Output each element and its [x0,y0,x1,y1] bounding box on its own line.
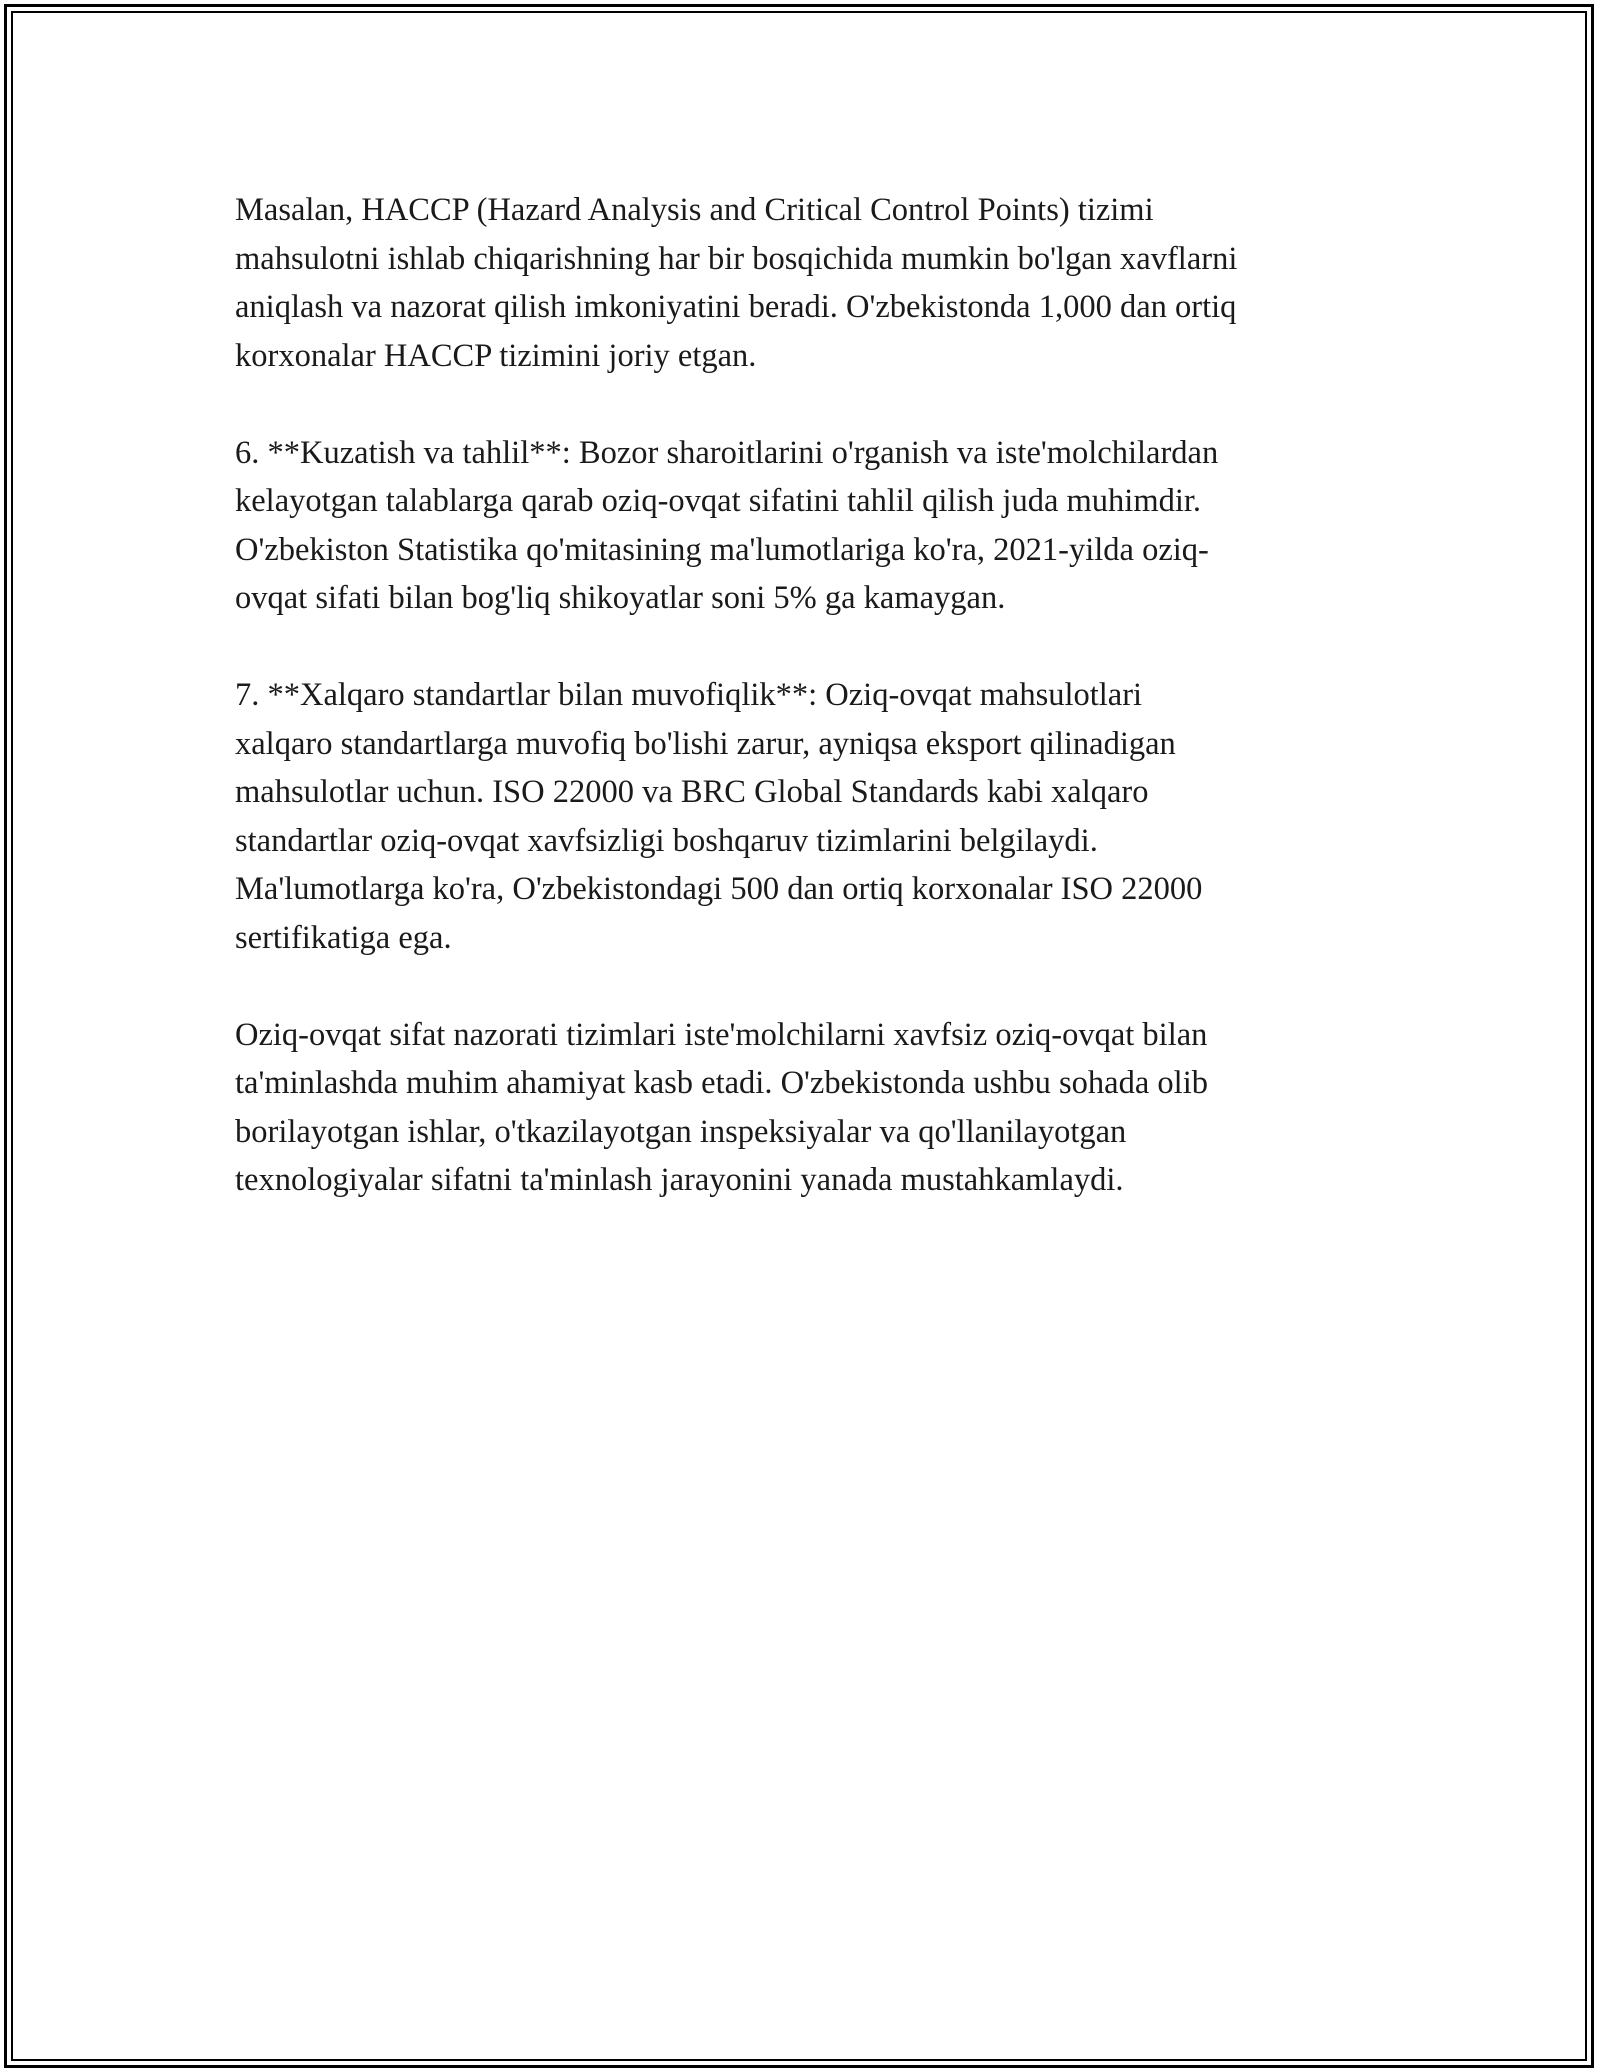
document-body [235,186,1395,1253]
paragraph-conclusion: Oziq-ovqat sifat nazorati tizimlari iste'molchilarni xavfsiz oziq-ovqat bilan ta'minlashda muhim ahamiyat kasb etadi. O'zbekistonda ushbu sohada olib borilayotgan ishlar, o'tkazilayotgan inspeksiyalar va qo'llanilayotgan texnologiyalar sifatni ta'minlash jarayonini yanada mustahkamlaydi. [235,1016,1208,1198]
paragraph-haccp: Masalan, HACCP (Hazard Analysis and Critical Control Points) tizimi mahsulotni ishlab chiqarishning har bir bosqichida mumkin bo'lgan xavflarni aniqlash va nazorat qilish imkoniyatini beradi. O'zbekistonda 1,000 dan ortiq korxonalar HACCP tizimini joriy etgan. [235,192,1238,374]
paragraph-monitoring-analysis: 6. **Kuzatish va tahlil**: Bozor sharoitlarini o'rganish va iste'molchilardan kelayotgan talablarga qarab oziq-ovqat sifatini tahlil qilish juda muhimdir. O'zbekiston Statistika qo'mitasining ma'lumotlariga ko'ra, 2021-yilda oziq- ovqat sifati bilan bog'liq shikoyatlar soni 5% ga kamaygan. [235,434,1219,616]
paragraph-international-standards: 7. **Xalqaro standartlar bilan muvofiqlik**: Oziq-ovqat mahsulotlari xalqaro standartlarga muvofiq bo'lishi zarur, ayniqsa eksport qilinadigan mahsulotlar uchun. ISO 22000 va BRC Global Standards kabi xalqaro standartlar oziq-ovqat xavfsizligi boshqaruv tizimlarini belgilaydi. Ma'lumotlarga ko'ra, O'zbekistondagi 500 dan ortiq korxonalar ISO 22000 sertifikatiga ega. [235,677,1203,956]
